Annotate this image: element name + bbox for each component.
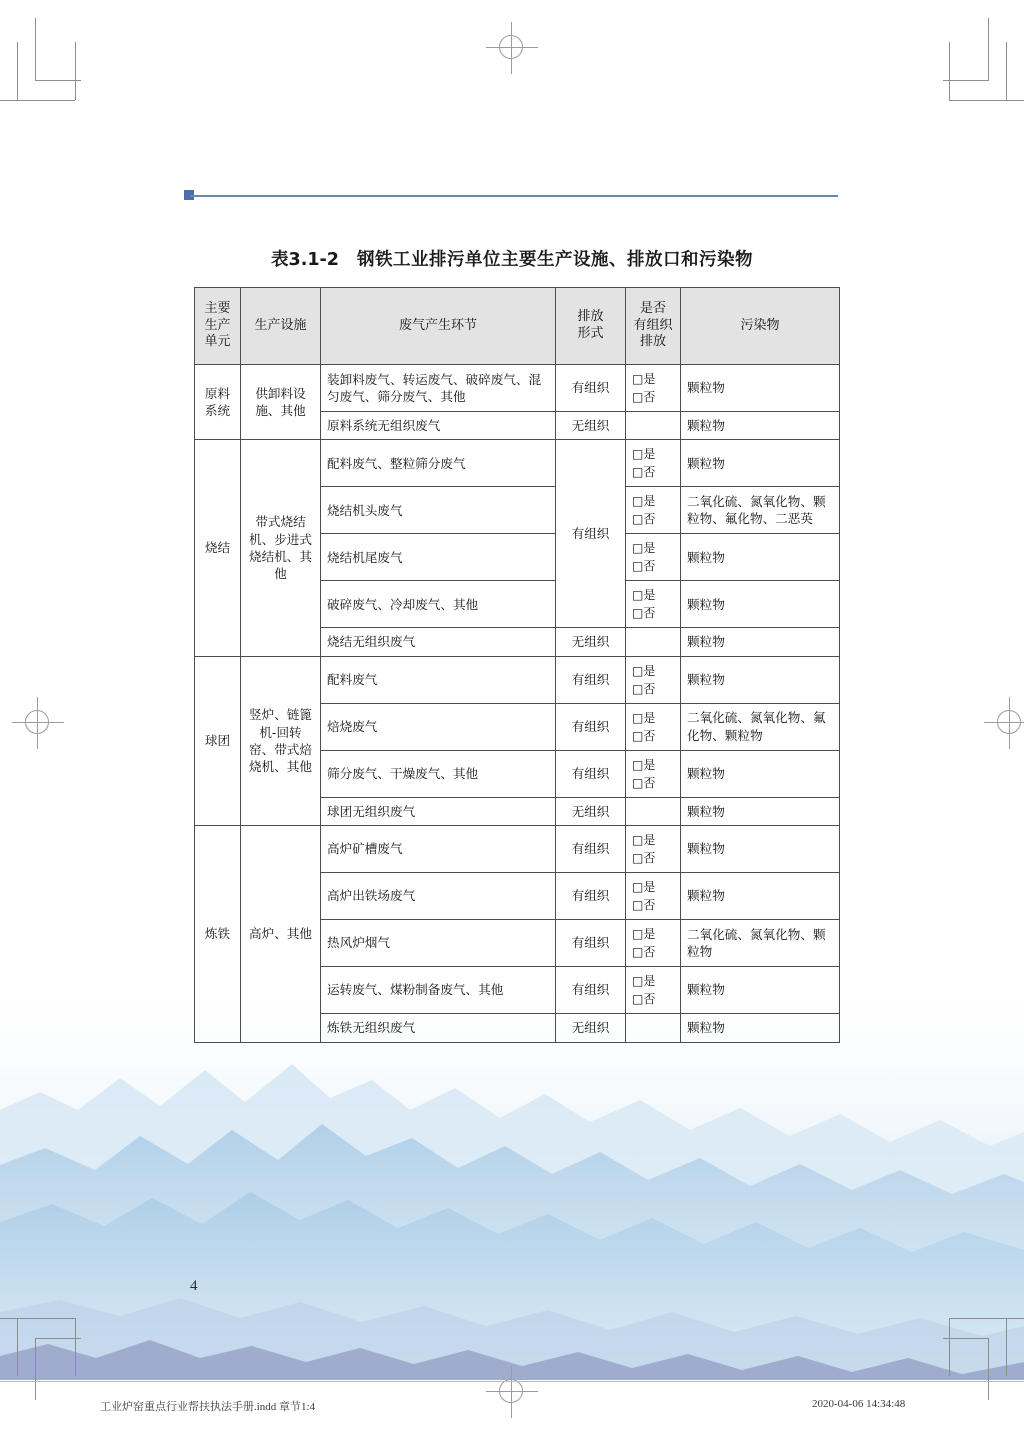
cell-pollutants: 颗粒物 (681, 440, 840, 487)
cell-organized-checkboxes (626, 920, 681, 967)
cell-emission-form: 有组织 (556, 365, 626, 412)
cell-emission-form: 无组织 (556, 412, 626, 440)
cell-organized-checkboxes (626, 656, 681, 703)
cell-organized-checkboxes (626, 1014, 681, 1042)
footer-timestamp: 2020-04-06 14:34:48 (812, 1398, 906, 1410)
main-table (194, 287, 840, 1043)
cell-process: 筛分废气、干燥废气、其他 (321, 750, 556, 797)
cell-process: 配料废气、整粒筛分废气 (321, 440, 556, 487)
column-header-pollutants: 污染物 (681, 288, 840, 365)
cell-emission-form: 有组织 (556, 920, 626, 967)
checkbox-no[interactable]: □否 (632, 559, 656, 574)
cell-pollutants: 颗粒物 (681, 826, 840, 873)
table-title-text: 钢铁工业排污单位主要生产设施、排放口和污染物 (356, 250, 753, 270)
checkbox-yes[interactable]: □是 (632, 494, 656, 509)
registration-mark-bottom (486, 1366, 538, 1418)
checkbox-yes[interactable]: □是 (632, 372, 656, 386)
cell-organized-checkboxes (626, 750, 681, 797)
checkbox-yes[interactable]: □是 (632, 588, 656, 603)
page-number: 4 (190, 1278, 198, 1294)
checkbox-yes[interactable]: □是 (632, 974, 656, 989)
registration-mark-left (12, 697, 64, 749)
registration-mark-top (486, 22, 538, 74)
cell-pollutants: 二氧化硫、氮氧化物、颗粒物 (681, 920, 840, 967)
cell-pollutants: 颗粒物 (681, 750, 840, 797)
column-header-organized: 是否 有组织 排放 (626, 288, 681, 365)
checkbox-no[interactable]: □否 (632, 728, 656, 743)
cell-process: 焙烧废气 (321, 703, 556, 750)
column-header-form: 排放 形式 (556, 288, 626, 365)
checkbox-no[interactable]: □否 (632, 390, 656, 404)
checkbox-yes[interactable]: □是 (632, 757, 656, 772)
cell-pollutants: 颗粒物 (681, 412, 840, 440)
cell-emission-form: 无组织 (556, 1014, 626, 1042)
checkbox-no[interactable]: □否 (632, 606, 656, 621)
checkbox-no[interactable]: □否 (632, 851, 656, 866)
cell-process: 破碎废气、冷却废气、其他 (321, 581, 556, 628)
cell-pollutants: 颗粒物 (681, 534, 840, 581)
checkbox-no[interactable]: □否 (632, 512, 656, 527)
cell-process: 高炉矿槽废气 (321, 826, 556, 873)
checkbox-no[interactable]: □否 (632, 945, 656, 960)
cell-process: 原料系统无组织废气 (321, 412, 556, 440)
table-row (195, 826, 840, 873)
footer-filename: 工业炉窑重点行业帮扶执法手册.indd 章节1:4 (100, 1401, 316, 1413)
cell-organized-checkboxes (626, 581, 681, 628)
cell-process: 高炉出铁场废气 (321, 873, 556, 920)
cell-facility: 高炉、其他 (241, 826, 321, 1042)
checkbox-yes[interactable]: □是 (632, 541, 656, 556)
cell-process: 配料废气 (321, 656, 556, 703)
cell-pollutants: 二氧化硫、氮氧化物、颗粒物、氟化物、二恶英 (681, 487, 840, 534)
cell-emission-form: 有组织 (556, 656, 626, 703)
cell-production-unit: 炼铁 (195, 826, 241, 1042)
cell-process: 烧结机尾废气 (321, 534, 556, 581)
checkbox-no[interactable]: □否 (632, 465, 656, 480)
cell-emission-form: 有组织 (556, 967, 626, 1014)
cell-organized-checkboxes (626, 487, 681, 534)
cell-emission-form: 有组织 (556, 703, 626, 750)
cell-process: 运转废气、煤粉制备废气、其他 (321, 967, 556, 1014)
column-header-unit: 主要 生产 单元 (195, 288, 241, 365)
cell-pollutants: 颗粒物 (681, 656, 840, 703)
cell-emission-form: 有组织 (556, 440, 626, 628)
cell-organized-checkboxes (626, 440, 681, 487)
cell-production-unit: 原料系统 (195, 365, 241, 440)
cell-organized-checkboxes (626, 703, 681, 750)
column-header-process: 废气产生环节 (321, 288, 556, 365)
cell-organized-checkboxes (626, 628, 681, 656)
checkbox-no[interactable]: □否 (632, 898, 656, 913)
cell-organized-checkboxes (626, 534, 681, 581)
cell-pollutants: 颗粒物 (681, 873, 840, 920)
cell-organized-checkboxes (626, 365, 681, 412)
cell-emission-form: 无组织 (556, 797, 626, 825)
cell-production-unit: 球团 (195, 656, 241, 825)
cell-process: 装卸料废气、转运废气、破碎废气、混匀废气、筛分废气、其他 (321, 365, 556, 412)
cell-organized-checkboxes (626, 412, 681, 440)
cell-pollutants: 颗粒物 (681, 365, 840, 412)
checkbox-yes[interactable]: □是 (632, 663, 656, 678)
header-rule (190, 195, 838, 197)
cell-emission-form: 有组织 (556, 750, 626, 797)
table-row (195, 656, 840, 703)
checkbox-no[interactable]: □否 (632, 681, 656, 696)
cell-facility: 竖炉、链篦机-回转窑、带式焙烧机、其他 (241, 656, 321, 825)
table-row (195, 440, 840, 487)
cell-pollutants: 颗粒物 (681, 967, 840, 1014)
cell-emission-form: 有组织 (556, 826, 626, 873)
cell-emission-form: 有组织 (556, 873, 626, 920)
cell-organized-checkboxes (626, 967, 681, 1014)
cell-pollutants: 颗粒物 (681, 581, 840, 628)
cell-organized-checkboxes (626, 797, 681, 825)
cell-pollutants: 颗粒物 (681, 797, 840, 825)
table-title-label: 表3.1-2 (271, 250, 339, 270)
cell-facility: 带式烧结机、步进式烧结机、其他 (241, 440, 321, 656)
cell-process: 炼铁无组织废气 (321, 1014, 556, 1042)
cell-process: 球团无组织废气 (321, 797, 556, 825)
checkbox-yes[interactable]: □是 (632, 880, 656, 895)
table-title (0, 246, 1024, 271)
trim-line-bottom (0, 1381, 1024, 1382)
checkbox-yes[interactable]: □是 (632, 710, 656, 725)
checkbox-yes[interactable]: □是 (632, 833, 656, 848)
cell-process: 烧结无组织废气 (321, 628, 556, 656)
cell-pollutants: 二氧化硫、氮氧化物、氟化物、颗粒物 (681, 703, 840, 750)
table-body (195, 365, 840, 1043)
table-header-row (195, 288, 840, 365)
table-row (195, 365, 840, 412)
checkbox-no[interactable]: □否 (632, 775, 656, 790)
cell-process: 热风炉烟气 (321, 920, 556, 967)
checkbox-yes[interactable]: □是 (632, 447, 656, 462)
cell-pollutants: 颗粒物 (681, 628, 840, 656)
cell-production-unit: 烧结 (195, 440, 241, 656)
cell-organized-checkboxes (626, 826, 681, 873)
cell-process: 烧结机头废气 (321, 487, 556, 534)
column-header-facility: 生产设施 (241, 288, 321, 365)
checkbox-no[interactable]: □否 (632, 992, 656, 1007)
cell-facility: 供卸料设施、其他 (241, 365, 321, 440)
cell-emission-form: 无组织 (556, 628, 626, 656)
cell-pollutants: 颗粒物 (681, 1014, 840, 1042)
registration-mark-right (984, 697, 1024, 749)
cell-organized-checkboxes (626, 873, 681, 920)
checkbox-yes[interactable]: □是 (632, 927, 656, 942)
